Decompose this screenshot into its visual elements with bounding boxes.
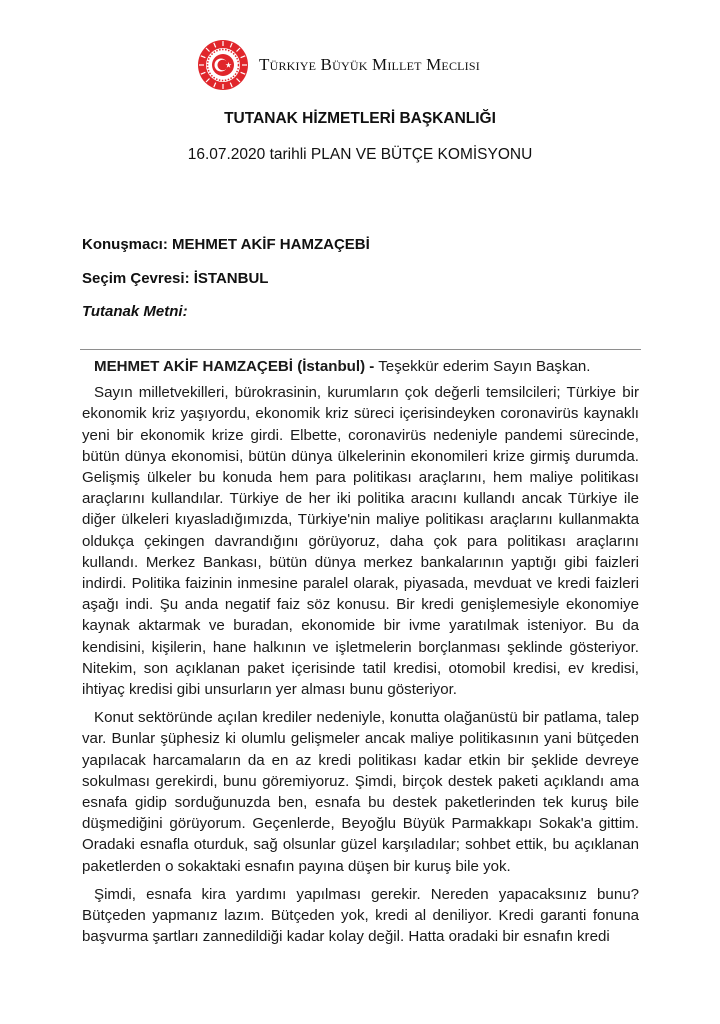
transcript-body (82, 356, 639, 947)
speaker-tag: MEHMET AKİF HAMZAÇEBİ (İstanbul) - (94, 358, 375, 375)
header-logo-row (197, 37, 480, 93)
region-line (82, 270, 268, 287)
session-title: 16.07.2020 tarihli PLAN VE BÜTÇE KOMİSYONU (187, 146, 533, 163)
organization-name: Türkiye Büyük Millet Meclisi (259, 55, 480, 74)
divider (80, 349, 641, 350)
speaker-value: MEHMET AKİF HAMZAÇEBİ (172, 236, 370, 253)
transcript-label: Tutanak Metni: (82, 303, 188, 320)
region-label: Seçim Çevresi: (82, 270, 190, 287)
opening-text: Teşekkür ederim Sayın Başkan. (374, 358, 591, 375)
transcript-paragraph: Sayın milletvekilleri, bürokrasinin, kurumların çok değerli temsilcileri; Türkiye bir ekonomik kriz yaşıyordu, ekonomik kriz süreci içerisindeyken coronavirüs kaynaklı yeni bir ekonomik krize girdi. Elbette, coronavirüs nedeniyle pandemi sürecinde, bütün dünya ekonomisi, bütün dünya ülkelerinin ekonomileri krize girmiş durumda. Gelişmiş ülkeler bu konuda hem para politikası araçlarını, hem maliye politikası araçlarını kullandılar. Türkiye de her iki politika aracını kullandı ancak Türkiye ile diğer ülkeleri kıyasladığımızda, Türkiye'nin maliye politikası araçlarını kullanmakta oldukça çekingen davrandığını görüyoruz, daha çok para politikası araçlarını kullandı. Merkez Bankası, bütün dünya merkez bankalarının yaptığı gibi faizleri indirdi. Politika faizinin inmesine paralel olarak, piyasada, mevduat ve kredi faizleri aşağı indi. Şu anda negatif faiz söz konusu. Bir kredi genişlemesiyle ekonomiye kaynak aktarmak ve buradan, ekonomide bir ivme yaratılmak isteniyor. Bu da kendisini, kişilerin, hane halkının ve işletmelerin borçlanması şeklinde gösteriyor. Nitekim, son açıklanan paket içerisinde tatil kredisi, otomobil kredisi, ev kredisi, ihtiyaç kredisi gibi unsurların yer alması bunu gösteriyor. (82, 384, 639, 699)
tbmm-emblem-icon (197, 39, 249, 91)
speaker-label: Konuşmacı: (82, 236, 168, 253)
region-value: İSTANBUL (193, 270, 269, 287)
department-title: TUTANAK HİZMETLERİ BAŞKANLIĞI (224, 110, 496, 127)
transcript-opening (82, 356, 639, 377)
transcript-paragraph: Konut sektöründe açılan krediler nedeniyle, konutta olağanüstü bir patlama, talep var. Bunlar şüphesiz ki olumlu gelişmeler ancak maliye politikasının yani bütçeden yapılacak harcamaların da en az kredi politikası kadar etkin bir şeklide devreye sokulması gerekirdi, bunu göremiyoruz. Şimdi, birçok destek paketi açıklandı ama esnafa gidip sorduğunuzda ben, esnafa bu destek paketlerinden tek kuruş bile düşmediğini görüyorum. Geçenlerde, Beyoğlu Büyük Parmakkapı Sokak'a gittim. Oradaki esnafla oturduk, sağ olsunlar güzel karşıladılar; sohbet ettik, bu açıklanan paketlerden o sokaktaki esnafın payına düşen bir kuruş bile yok. (82, 709, 639, 875)
transcript-paragraph: Şimdi, esnafa kira yardımı yapılması gerekir. Nereden yapacaksınız bunu? Bütçeden yapmanız lazım. Bütçeden yok, kredi al deniliyor. Kredi garanti fonuna başvurma şartları zannedildiği kadar kolay değil. Hatta oradaki bir esnafın kredi (82, 885, 639, 946)
speaker-line (82, 236, 370, 253)
